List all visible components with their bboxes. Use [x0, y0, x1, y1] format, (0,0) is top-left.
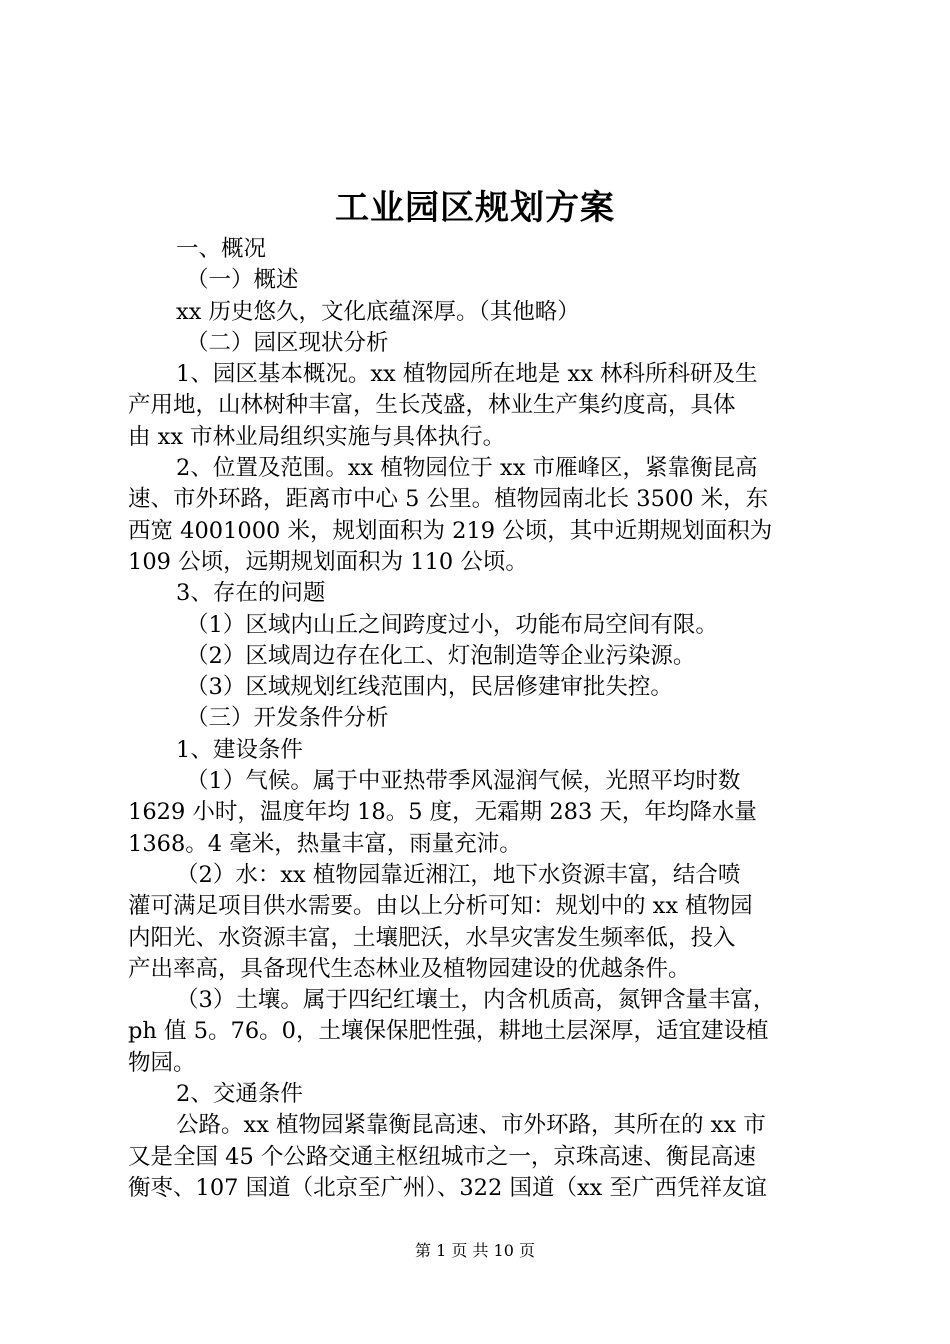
text-line: 西宽 4001000 米，规划面积为 219 公顷，其中近期规划面积为 [128, 517, 773, 544]
text-line: （一）概述 [186, 267, 299, 294]
text-line: 2、位置及范围。xx 植物园位于 xx 市雁峰区，紧靠衡昆高 [176, 455, 758, 482]
text-line: （1）区域内山丘之间跨度过小，功能布局空间有限。 [186, 611, 718, 638]
text-line: 产出率高，具备现代生态林业及植物园建设的优越条件。 [128, 955, 691, 982]
text-line: 又是全国 45 个公路交通主枢纽城市之一，京珠高速、衡昆高速 [128, 1143, 756, 1170]
text-line: 3、存在的问题 [176, 580, 326, 607]
document-title: 工业园区规划方案 [335, 188, 615, 228]
text-line: 产用地，山林树种丰富，生长茂盛，林业生产集约度高，具体 [128, 392, 736, 419]
text-line: xx 历史悠久，文化底蕴深厚。（其他略） [176, 298, 580, 325]
text-line: 2、交通条件 [176, 1081, 303, 1108]
text-line: 1、建设条件 [176, 736, 303, 763]
document-body [128, 234, 832, 1204]
text-line: （3）土壤。属于四纪红壤土，内含机质高，氮钾含量丰富， [176, 987, 776, 1014]
text-line: 衡枣、107 国道（北京至广州）、322 国道（xx 至广西凭祥友谊 [128, 1174, 767, 1201]
text-line: （3）区域规划红线范围内，民居修建审批失控。 [186, 674, 673, 701]
text-line: 速、市外环路，距离市中心 5 公里。植物园南北长 3500 米，东 [128, 486, 769, 513]
text-line: （二）园区现状分析 [186, 329, 389, 356]
text-line: 一、概况 [176, 236, 267, 262]
text-line: 内阳光、水资源丰富，土壤肥沃，水旱灾害发生频率低，投入 [128, 924, 736, 951]
text-line: （2）区域周边存在化工、灯泡制造等企业污染源。 [186, 642, 696, 669]
text-line: 由 xx 市林业局组织实施与具体执行。 [128, 423, 506, 450]
text-line: 109 公顷，远期规划面积为 110 公顷。 [128, 548, 528, 575]
text-line: 公路。xx 植物园紧靠衡昆高速、市外环路，其所在的 xx 市 [176, 1112, 766, 1139]
text-line: 1、园区基本概况。xx 植物园所在地是 xx 林科所科研及生 [176, 361, 758, 388]
text-line: ph 值 5。76。0，土壤保保肥性强，耕地土层深厚，适宜建设植 [128, 1018, 769, 1045]
text-line: 1368。4 毫米，热量丰富，雨量充沛。 [128, 830, 522, 857]
text-line: 灌可满足项目供水需要。由以上分析可知：规划中的 xx 植物园 [128, 893, 753, 920]
text-line: 1629 小时，温度年均 18。5 度，无霜期 283 天，年均降水量 [128, 799, 757, 826]
text-line: （1）气候。属于中亚热带季风湿润气候，光照平均时数 [186, 768, 741, 795]
text-line: （三）开发条件分析 [186, 705, 389, 732]
text-line: 物园。 [128, 1049, 196, 1076]
text-line: （2）水：xx 植物园靠近湘江，地下水资源丰富，结合喷 [176, 861, 741, 888]
page-footer: 第 1 页 共 10 页 [415, 1241, 535, 1260]
